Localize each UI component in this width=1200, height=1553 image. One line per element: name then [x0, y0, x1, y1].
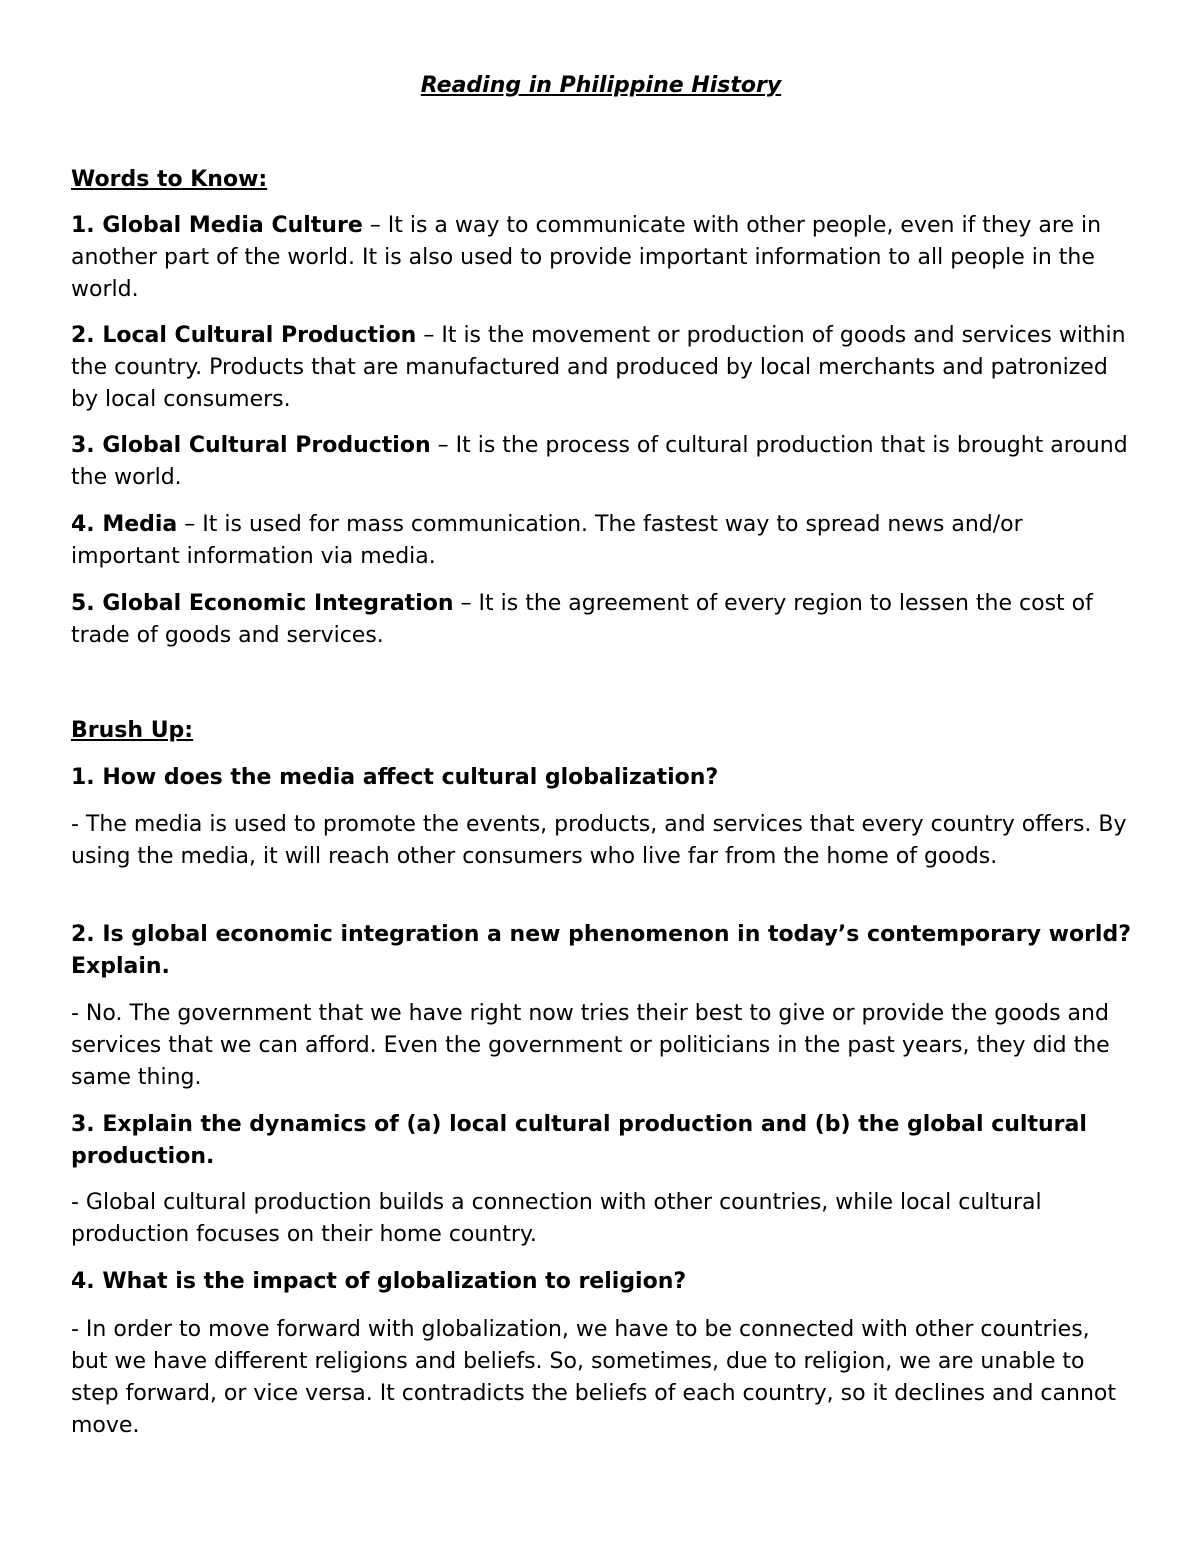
qa-item: [71, 1187, 1131, 1251]
brush-up-heading: Brush Up:: [71, 718, 194, 743]
brush-up-section: [71, 715, 1131, 747]
qa-item: [71, 998, 1131, 1094]
definition-item: [71, 509, 1131, 573]
answer-text: - The media is used to promote the events, products, and services that every country offers. By using the media, it will reach other consumers who live far from the home of goods.: [71, 812, 1127, 869]
qa-item: [71, 762, 1131, 794]
definition-text: – It is the process of cultural production that is brought around the world.: [71, 433, 1128, 490]
qa-item: [71, 919, 1131, 983]
definition-term: 3. Global Cultural Production: [71, 433, 431, 458]
page-title: Reading in Philippine History: [420, 73, 782, 98]
definition-item: [71, 588, 1131, 652]
qa-item: [71, 1266, 1131, 1298]
qa-item: [71, 1109, 1131, 1173]
qa-item: [71, 1314, 1131, 1442]
definition-item: [71, 320, 1131, 416]
qa-item: [71, 809, 1131, 873]
question-text: 2. Is global economic integration a new phenomenon in today’s contemporary world? Explain.: [71, 922, 1131, 979]
definition-term: 4. Media: [71, 512, 178, 537]
answer-text: - No. The government that we have right now tries their best to give or provide the goods and services that we can afford. Even the government or politicians in the past years, they did the same thing.: [71, 1001, 1110, 1090]
definition-term: 1. Global Media Culture: [71, 213, 363, 238]
definition-term: 2. Local Cultural Production: [71, 323, 417, 348]
definition-text: – It is the agreement of every region to lessen the cost of trade of goods and services.: [71, 591, 1093, 648]
question-text: 3. Explain the dynamics of (a) local cultural production and (b) the global cultural production.: [71, 1112, 1087, 1169]
answer-text: - In order to move forward with globalization, we have to be connected with other countries, but we have different religions and beliefs. So, sometimes, due to religion, we are unable to step forward, or vice versa. It contradicts the beliefs of each country, so it declines and cannot move.: [71, 1317, 1116, 1438]
definition-text: – It is a way to communicate with other people, even if they are in another part of the world. It is also used to provide important information to all people in the world.: [71, 213, 1102, 302]
definition-text: – It is the movement or production of goods and services within the country. Products that are manufactured and produced by local merchants and patronized by local consumers.: [71, 323, 1126, 412]
answer-text: - Global cultural production builds a connection with other countries, while local cultural production focuses on their home country.: [71, 1190, 1042, 1247]
question-text: 4. What is the impact of globalization to religion?: [71, 1269, 687, 1294]
question-text: 1. How does the media affect cultural globalization?: [71, 765, 719, 790]
definition-item: [71, 210, 1131, 306]
definition-item: [71, 430, 1131, 494]
words-to-know-heading: Words to Know:: [71, 167, 268, 192]
words-to-know-section: [71, 164, 1131, 196]
definition-term: 5. Global Economic Integration: [71, 591, 454, 616]
definition-text: – It is used for mass communication. The fastest way to spread news and/or important information via media.: [71, 512, 1023, 569]
